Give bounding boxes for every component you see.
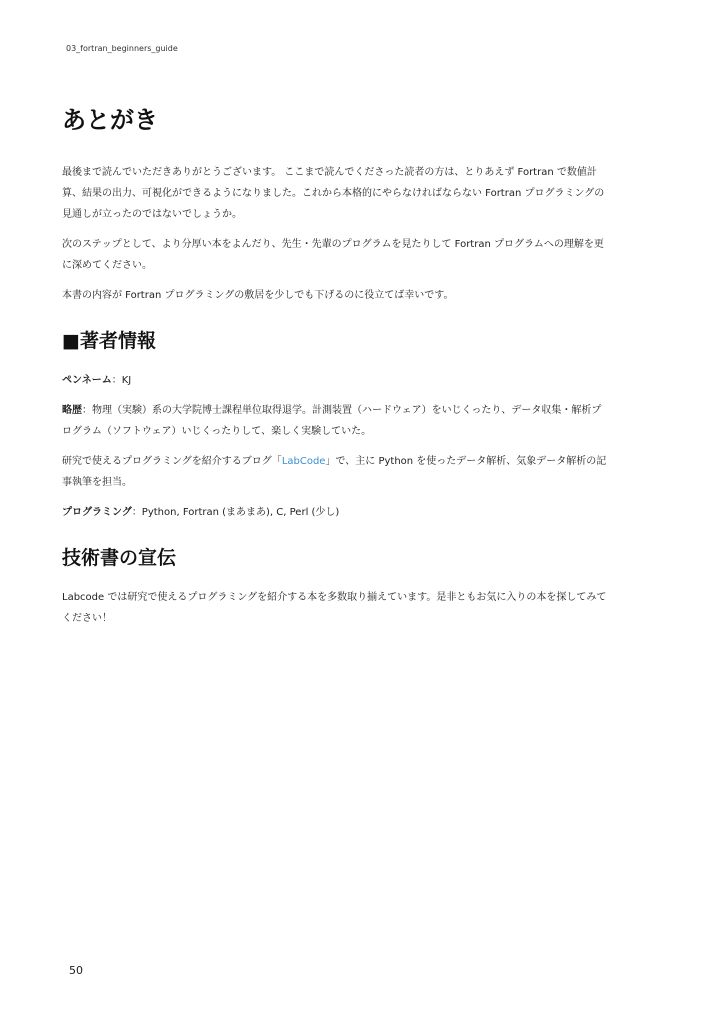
afterword-paragraph-3: 本書の内容が Fortran プログラミングの敷居を少しでも下げるのに役立てば幸いです。 bbox=[62, 290, 454, 301]
blog-prefix: 研究で使えるプログラミングを紹介するブログ「 bbox=[62, 456, 282, 467]
penname-value: ：KJ bbox=[111, 375, 132, 386]
author-history bbox=[62, 400, 607, 442]
afterword-paragraph-2: 次のステップとして、より分厚い本をよんだり、先生・先輩のプログラムを見たりして Fortran プログラムへの理解を更に深めてください。 bbox=[62, 239, 604, 271]
history-label: 略歴 bbox=[62, 405, 82, 416]
afterword-paragraph-1: 最後まで読んでいただきありがとうございます。 ここまで読んでくださった読者の方は、とりあえず Fortran で数値計算、結果の出力、可視化ができるようになりました。これから本格的にやらなければならない Fortran プログラミングの見通しが立ったのではないでしょうか。 bbox=[62, 167, 605, 220]
programming-value: ：Python, Fortran (まあまあ), C, Perl (少し) bbox=[131, 507, 340, 518]
programming-label: プログラミング bbox=[62, 507, 132, 518]
page-number: 50 bbox=[69, 964, 83, 977]
page-content bbox=[62, 100, 607, 638]
author-programming bbox=[62, 502, 607, 523]
author-blog bbox=[62, 451, 607, 493]
history-value: ：物理（実験）系の大学院博士課程単位取得退学。計測装置（ハードウェア）をいじくったり、データ収集・解析プログラム（ソフトウェア）いじくったりして、楽しく実験していた。 bbox=[62, 405, 602, 437]
author-penname bbox=[62, 370, 607, 391]
labcode-link[interactable]: LabCode bbox=[281, 456, 326, 467]
penname-label: ペンネーム bbox=[62, 375, 112, 386]
blog-suffix: 」で、主に Python を使ったデータ解析、気象データ解析の記事執筆を担当。 bbox=[62, 456, 607, 488]
afterword-heading: あとがき bbox=[62, 106, 158, 134]
running-header: 03_fortran_beginners_guide bbox=[66, 44, 178, 53]
promo-heading: 技術書の宣伝 bbox=[62, 547, 177, 569]
author-info-heading: ■著者情報 bbox=[62, 330, 156, 352]
promo-paragraph: Labcode では研究で使えるプログラミングを紹介する本を多数取り揃えています。是非ともお気に入りの本を探してみてください！ bbox=[62, 592, 607, 624]
